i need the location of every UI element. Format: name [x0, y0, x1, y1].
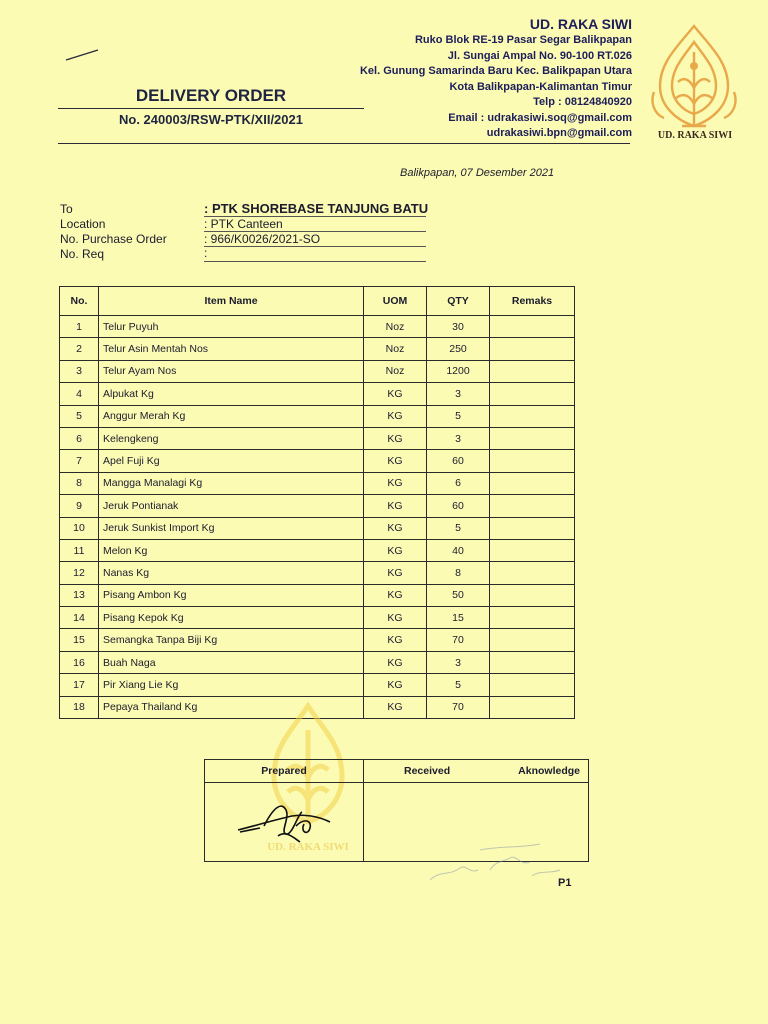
row-remarks — [490, 495, 575, 517]
row-uom: KG — [364, 450, 427, 472]
row-item-name: Melon Kg — [99, 539, 364, 561]
row-remarks — [490, 696, 575, 718]
row-no: 6 — [60, 427, 99, 449]
row-no: 14 — [60, 607, 99, 629]
company-logo-icon — [648, 22, 740, 142]
address-line-1: Ruko Blok RE-19 Pasar Segar Balikpapan — [414, 34, 632, 46]
row-qty: 5 — [427, 405, 490, 427]
row-item-name: Pisang Kepok Kg — [99, 607, 364, 629]
row-uom: KG — [364, 696, 427, 718]
row-no: 17 — [60, 674, 99, 696]
header-qty: QTY — [427, 287, 490, 316]
row-item-name: Buah Naga — [99, 651, 364, 673]
table-row — [60, 517, 575, 539]
field-label-location: Location — [60, 217, 106, 231]
header-item-name: Item Name — [99, 287, 364, 316]
table-row — [60, 539, 575, 561]
company-email-1: Email : udrakasiwi.soq@gmail.com — [448, 111, 632, 124]
row-remarks — [490, 651, 575, 673]
header-divider — [58, 143, 630, 144]
row-item-name: Semangka Tanpa Biji Kg — [99, 629, 364, 651]
row-no: 13 — [60, 584, 99, 606]
row-no: 3 — [60, 360, 99, 382]
row-qty: 70 — [427, 629, 490, 651]
row-uom: KG — [364, 584, 427, 606]
row-qty: 40 — [427, 539, 490, 561]
row-item-name: Alpukat Kg — [99, 383, 364, 405]
row-uom: KG — [364, 674, 427, 696]
row-item-name: Apel Fuji Kg — [99, 450, 364, 472]
row-item-name: Kelengkeng — [99, 427, 364, 449]
row-remarks — [490, 517, 575, 539]
row-no: 2 — [60, 338, 99, 360]
pen-mark-icon — [64, 48, 100, 62]
field-underline-req — [204, 261, 426, 262]
prepared-label: Prepared — [205, 760, 364, 783]
row-qty: 1200 — [427, 360, 490, 382]
row-uom: KG — [364, 383, 427, 405]
acknowledge-label: Aknowledge — [518, 765, 580, 777]
row-item-name: Pir Xiang Lie Kg — [99, 674, 364, 696]
row-uom: KG — [364, 539, 427, 561]
document-date: Balikpapan, 07 Desember 2021 — [400, 167, 555, 179]
table-header-row — [60, 287, 575, 316]
row-qty: 3 — [427, 383, 490, 405]
row-remarks — [490, 584, 575, 606]
row-qty: 15 — [427, 607, 490, 629]
row-qty: 5 — [427, 674, 490, 696]
row-remarks — [490, 607, 575, 629]
table-row — [60, 383, 575, 405]
row-item-name: Jeruk Sunkist Import Kg — [99, 517, 364, 539]
row-item-name: Telur Puyuh — [99, 316, 364, 338]
row-no: 4 — [60, 383, 99, 405]
table-row — [60, 651, 575, 673]
table-row — [60, 584, 575, 606]
field-label-req: No. Req — [60, 247, 105, 261]
table-row — [60, 607, 575, 629]
received-label: Received — [404, 765, 451, 777]
company-email-2: udrakasiwi.bpn@gmail.com — [486, 127, 632, 139]
row-qty: 60 — [427, 450, 490, 472]
row-uom: KG — [364, 427, 427, 449]
stamp-text: UD. RAKA SIWI — [267, 841, 349, 853]
row-remarks — [490, 629, 575, 651]
row-item-name: Telur Ayam Nos — [99, 360, 364, 382]
address-line-2: Jl. Sungai Ampal No. 90-100 RT.026 — [447, 49, 632, 62]
title-divider — [58, 108, 364, 109]
company-address-block — [360, 16, 632, 142]
table-row — [60, 405, 575, 427]
company-name: UD. RAKA SIWI — [529, 16, 632, 32]
field-label-to: To — [60, 202, 73, 216]
table-row — [60, 472, 575, 494]
row-uom: KG — [364, 495, 427, 517]
row-qty: 3 — [427, 427, 490, 449]
table-row — [60, 338, 575, 360]
row-remarks — [490, 674, 575, 696]
header-uom: UOM — [364, 287, 427, 316]
row-qty: 70 — [427, 696, 490, 718]
row-no: 15 — [60, 629, 99, 651]
row-no: 8 — [60, 472, 99, 494]
row-uom: KG — [364, 651, 427, 673]
row-uom: KG — [364, 607, 427, 629]
table-row — [60, 427, 575, 449]
row-remarks — [490, 383, 575, 405]
row-uom: KG — [364, 517, 427, 539]
row-item-name: Pisang Ambon Kg — [99, 584, 364, 606]
row-uom: Noz — [364, 360, 427, 382]
header-remarks: Remaks — [490, 287, 575, 316]
row-qty: 6 — [427, 472, 490, 494]
header-no: No. — [60, 287, 99, 316]
row-no: 10 — [60, 517, 99, 539]
row-uom: KG — [364, 472, 427, 494]
company-phone: Telp : 08124840920 — [533, 96, 632, 108]
row-remarks — [490, 427, 575, 449]
row-remarks — [490, 405, 575, 427]
table-row — [60, 562, 575, 584]
table-row — [60, 674, 575, 696]
row-remarks — [490, 360, 575, 382]
row-remarks — [490, 338, 575, 360]
row-item-name: Nanas Kg — [99, 562, 364, 584]
row-no: 7 — [60, 450, 99, 472]
row-item-name: Mangga Manalagi Kg — [99, 472, 364, 494]
table-row — [60, 629, 575, 651]
row-qty: 50 — [427, 584, 490, 606]
row-no: 1 — [60, 316, 99, 338]
row-remarks — [490, 539, 575, 561]
field-label-po: No. Purchase Order — [60, 232, 167, 246]
table-row — [60, 360, 575, 382]
row-remarks — [490, 562, 575, 584]
field-underline-po — [204, 246, 426, 247]
row-no: 18 — [60, 696, 99, 718]
address-line-4: Kota Balikpapan-Kalimantan Timur — [449, 80, 632, 93]
field-value-location: : PTK Canteen — [204, 217, 283, 231]
row-uom: Noz — [364, 316, 427, 338]
row-qty: 30 — [427, 316, 490, 338]
row-no: 12 — [60, 562, 99, 584]
row-qty: 8 — [427, 562, 490, 584]
row-item-name: Telur Asin Mentah Nos — [99, 338, 364, 360]
row-item-name: Pepaya Thailand Kg — [99, 696, 364, 718]
row-no: 9 — [60, 495, 99, 517]
document-number: No. 240003/RSW-PTK/XII/2021 — [119, 112, 303, 127]
row-qty: 3 — [427, 651, 490, 673]
row-qty: 5 — [427, 517, 490, 539]
table-row — [60, 316, 575, 338]
row-item-name: Jeruk Pontianak — [99, 495, 364, 517]
row-no: 5 — [60, 405, 99, 427]
items-table — [59, 286, 575, 719]
logo-caption: UD. RAKA SIWI — [657, 130, 733, 141]
page-number: P1 — [558, 877, 572, 889]
row-no: 11 — [60, 539, 99, 561]
table-row — [60, 495, 575, 517]
row-uom: KG — [364, 405, 427, 427]
field-value-req: : — [204, 246, 208, 260]
document-title: DELIVERY ORDER — [135, 86, 287, 105]
table-row — [60, 450, 575, 472]
received-signature-icon — [420, 840, 570, 890]
row-uom: KG — [364, 629, 427, 651]
row-remarks — [490, 316, 575, 338]
row-qty: 250 — [427, 338, 490, 360]
row-remarks — [490, 472, 575, 494]
field-value-to: : PTK SHOREBASE TANJUNG BATU — [204, 201, 429, 216]
received-acknowledge-cell — [364, 760, 589, 783]
row-uom: KG — [364, 562, 427, 584]
row-qty: 60 — [427, 495, 490, 517]
row-remarks — [490, 450, 575, 472]
row-no: 16 — [60, 651, 99, 673]
signature-header-row — [205, 760, 589, 783]
field-value-po: : 966/K0026/2021-SO — [204, 232, 321, 246]
address-line-3: Kel. Gunung Samarinda Baru Kec. Balikpapan Utara — [359, 65, 632, 77]
prepared-signature-icon — [234, 796, 334, 846]
row-item-name: Anggur Merah Kg — [99, 405, 364, 427]
row-uom: Noz — [364, 338, 427, 360]
